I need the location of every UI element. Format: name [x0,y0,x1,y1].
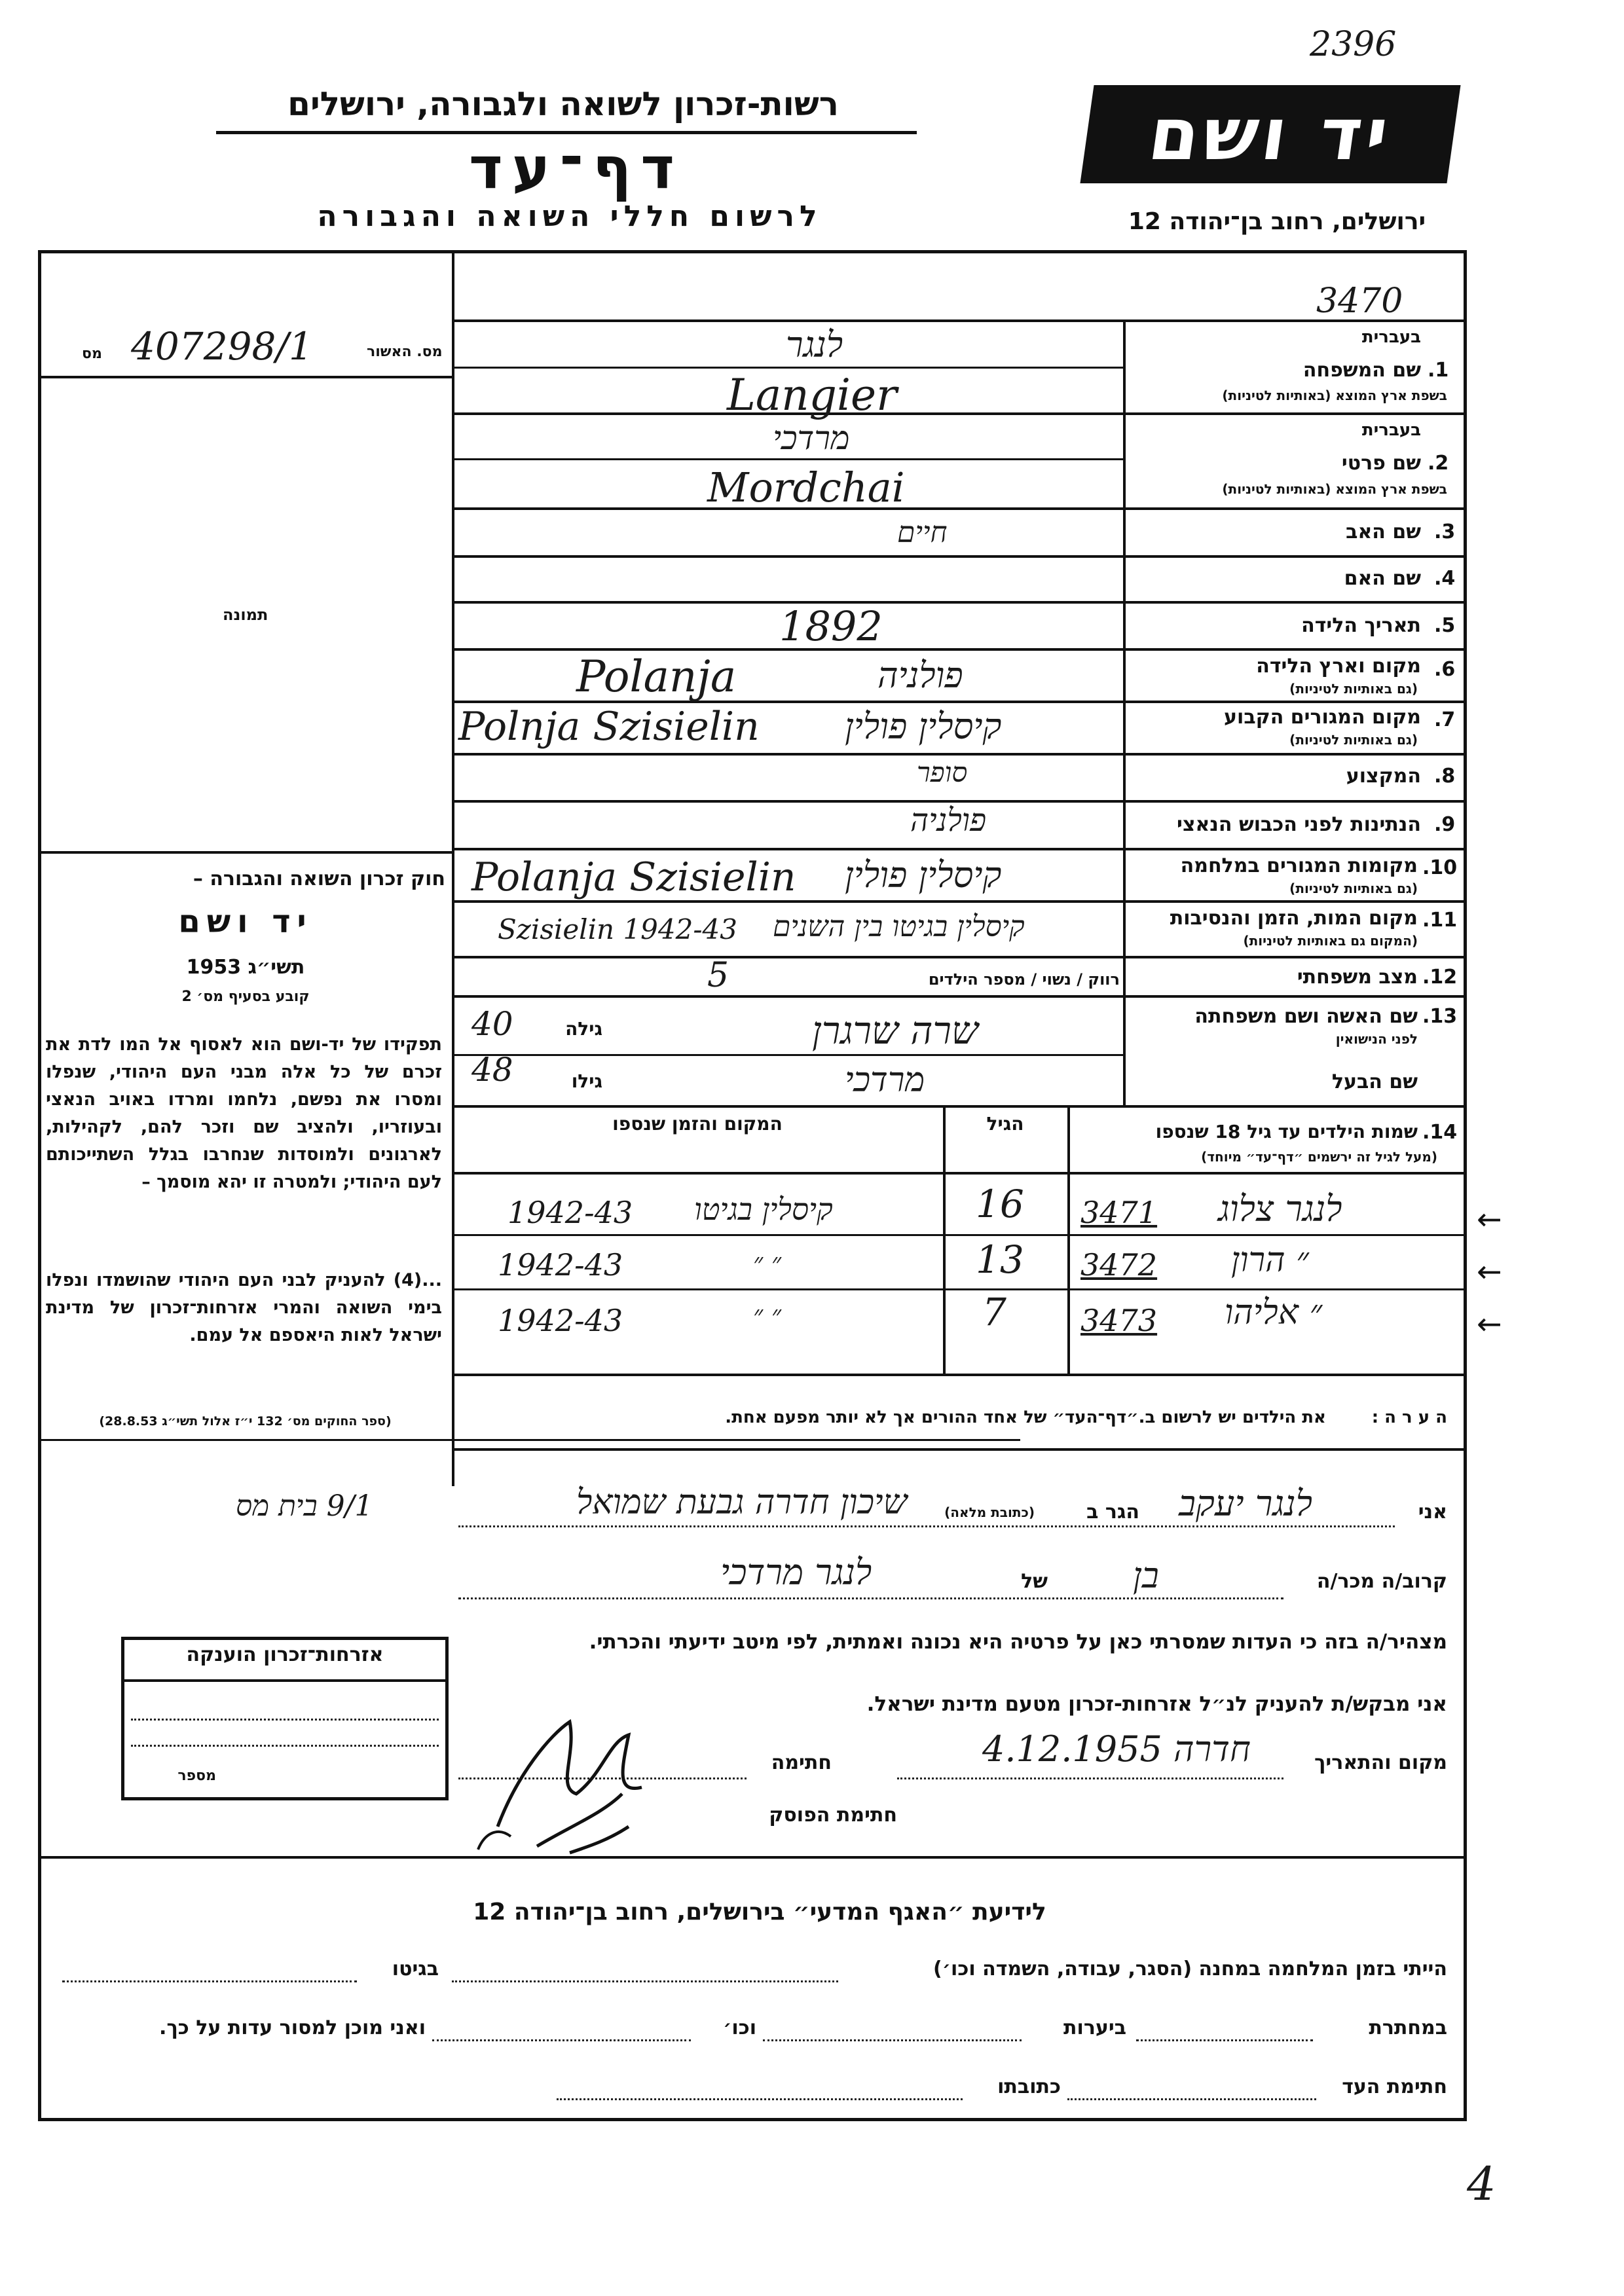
field-6-value-lat: Polanja [576,651,737,702]
bottom-line2d: ואני מוכן למסור עדות על כך. [159,2016,426,2039]
children-sub: (מעל לגיל זה ירשמים ״דף־עד״ מיוחד) [1201,1149,1437,1165]
field-7-sub: (גם באותיות לטיניות) [1289,732,1418,748]
collector-signature-label: חתימת הפוסק [769,1804,897,1827]
law-year: תשי״ג 1953 [186,956,305,979]
field-13-num: 13. [1422,1005,1458,1028]
field-6-value-he: פולניה [877,655,963,696]
field-husband-label: שם הבעל [1331,1070,1418,1093]
field-6-num: 6. [1434,658,1456,681]
field-10-sub: (גם באותיות לטיניות) [1289,881,1418,896]
decl-signature-label: חתימה [771,1751,832,1774]
decl-ref: 9/1 בית מס [236,1489,373,1523]
row-11-end [452,956,1467,958]
bottom-line2c: וכו׳ [723,2016,756,2039]
children-table-end [452,1374,1467,1376]
decl-resident: הגר ב [1086,1501,1139,1523]
child-age: 13 [976,1237,1024,1282]
field-husband-age-label: גילו [571,1070,602,1092]
children-col-2 [943,1105,946,1374]
field-13-age-label: גילה [565,1018,602,1040]
field-13-value: שרה שרגרן [812,1008,978,1053]
label-column-divider [1123,319,1126,1105]
bottom-line3a-dots [1067,2098,1316,2100]
row-12-end [452,995,1467,998]
citizenship-title-line [121,1679,449,1682]
field-2-value-he: מרדכי [773,419,850,457]
child-name: לנגר צלוג [1218,1188,1342,1230]
bottom-line2b-dots [763,2039,1022,2041]
bottom-line1b: בגיטו [392,1958,439,1980]
child-id: 3471 [1080,1195,1158,1230]
field-4-num: 4. [1434,567,1456,590]
bottom-divider [38,1856,1467,1859]
field-husband-value: מרדכי [845,1061,925,1100]
bottom-line2a: במחתרת [1369,2016,1447,2039]
note-label: ה ע ר ה : [1371,1408,1447,1427]
child-age: 16 [976,1182,1024,1226]
field-11-value-lat: Szisielin 1942-43 [498,913,737,945]
child-year: 1942-43 [498,1303,623,1338]
field-10-num: 10. [1422,856,1458,879]
field-husband-age-value: 48 [471,1051,513,1089]
header-address: ירושלים, רחוב בן־יהודה 12 [1128,208,1426,235]
row-1-mid [452,367,1123,369]
field-13-sub: לפני הנישואין [1335,1031,1418,1047]
field-13-label: שם האשה ושם משפחתה [1194,1005,1418,1028]
bottom-line2b: ביערות [1063,2016,1126,2039]
bottom-line2a-dots [1136,2039,1313,2041]
handwritten-signature [458,1696,733,1859]
photo-label: תמונה [223,606,268,624]
note-end-line [452,1448,1467,1451]
field-9-label: הנתינות לפני הכבוש הנאצי [1177,813,1421,836]
form-title: דף־עד [469,134,684,202]
field-1-label: שם המשפחה [1302,359,1421,382]
law-bottom-line [38,1439,1020,1441]
field-11-num: 11. [1422,909,1458,932]
field-12-num: 12. [1422,966,1458,989]
citizenship-number-label: מספר [177,1768,216,1784]
decl-date-line [897,1777,1283,1779]
field-7-num: 7. [1434,708,1456,731]
bottom-line1b-dots [62,1980,357,1982]
decl-relative: קרוב/ה מכר/ה [1316,1570,1447,1593]
field-13-age-value: 40 [471,1005,513,1043]
field-12-label: מצב משפחתי [1297,966,1418,989]
child-row-2-line [452,1288,1467,1290]
field-1-value-lat: Langier [727,370,897,420]
children-header-end [452,1172,1467,1175]
field-10-value-lat: Polanja Szisielin [471,854,796,900]
decl-declare: מצהיר/ה בזה כי העדות שמסרתי כאן על פרטיה היא נכונה ואמתית, לפי מיטב ידיעתי והכרתי. [589,1630,1447,1654]
child-id: 3473 [1080,1303,1158,1338]
field-10-label: מקומות המגורים במלחמה [1180,854,1418,877]
field-2-sub: בשפת ארץ המוצא (באותיות לטיניות) [1222,481,1447,497]
child-row-1-line [452,1234,1467,1236]
bottom-line2c-dots [432,2039,691,2041]
row-9-end [452,848,1467,850]
field-2-num: 2. [1428,452,1449,475]
approval-label: מס. האשור [367,344,443,360]
row-7-end [452,753,1467,756]
child-year: 1942-43 [507,1195,633,1230]
decl-of-line [458,1597,1283,1599]
field-6-sub: (גם באותיות לטיניות) [1289,681,1418,697]
field-12-value: 5 [707,956,729,995]
row-3-end [452,555,1467,558]
field-7-value-he: קיסלין פולין [845,706,1002,747]
form-number: 3470 [1316,282,1403,321]
field-2-tag: בעברית [1361,420,1421,440]
field-10-value-he: קיסלין פולין [845,854,1002,896]
arrow-icon: ← [1477,1254,1502,1289]
decl-name-line [458,1525,1395,1527]
decl-request: אני מבקש/ת להעניק לנ״ל אזרחות-זכרון מטעם מדינת ישראל. [866,1692,1447,1716]
page-number: 4 [1467,2157,1496,2211]
bottom-line1-dots [452,1980,838,1982]
bottom-line3b: כתובתו [997,2075,1061,2098]
field-2-label: שם פרטי [1341,452,1421,475]
children-col-age: הגיל [986,1113,1024,1135]
field-1-num: 1. [1428,359,1449,382]
field-1-value-he: לנגר [786,324,843,365]
field-3-label: שם האב [1346,520,1421,543]
decl-name: לנגר יעקב [1179,1483,1312,1524]
field-6-label: מקום וארץ הלידה [1256,655,1421,678]
decl-addr-hint: (כתובת מלאה) [944,1504,1035,1520]
row-husband-end [452,1105,1467,1108]
row-2-end [452,507,1467,510]
field-7-label: מקום המגורים הקבוע [1224,706,1421,729]
field-3-num: 3. [1434,520,1456,543]
child-name: ״ אליהו [1225,1293,1323,1332]
children-col-place: המקום והזמן שנספו [612,1113,783,1135]
law-title: חוק זכרון השואה והגבורה – [193,867,445,890]
logo-text: יד ושם [1143,92,1397,176]
law-source: (ספר החוקים מס׳ 132 י״ז אלול תשי״ג 28.8.53) [99,1414,392,1429]
child-place: קיסלין בגיטו [694,1192,833,1227]
field-4-label: שם האם [1344,567,1421,590]
org-line: רשות-זכרון לשואה ולגבורה, ירושלים [287,85,839,123]
yad-vashem-logo [1080,85,1460,183]
field-11-value-he: קיסלין בגיטו בין השנים [773,910,1025,943]
row-13-mid [452,1054,1123,1056]
approval-value: 407298/1 [131,324,313,369]
decl-place-date-value: 4.12.1955 חדרה [982,1728,1251,1770]
child-age: 7 [982,1290,1006,1334]
children-title: שמות הילדים עד גיל 18 שנספו [1155,1121,1418,1142]
field-5-value: 1892 [779,602,883,650]
bottom-title: לידיעת ״האגף המדעי״ בירושלים, רחוב בן־יהודה 12 [473,1899,1046,1925]
row-2-mid [452,458,1123,460]
row-10-end [452,900,1467,903]
child-place: ״ ״ [753,1300,782,1330]
top-row-line [452,319,1467,322]
decl-of: של [1021,1570,1048,1593]
approval-suffix: מס [82,346,102,362]
left-column-divider [452,250,454,1486]
arrow-icon: ← [1477,1201,1502,1237]
law-text: תפקידו של יד-ושם הוא לאסוף אל המו לדת את זכרם של כל אלה מבני העם היהודי, שנפלו ומסרו את נפשם, נלחמו ומרדו באויב הנאצי ובעוזריו, ולהציב שם וזכר להם, לקהילות, לארגונים ולמוסדות שנחרבו בגלל השתייכותם לעם היהודי; ולמטרה זו יהא מוסמך – [46,1034,442,1192]
law-clause: קובע בסעיף מס׳ 2 [181,989,310,1005]
law-text-2: ...(4) להעניק לבני העם היהודי שהושמדו ונפלו בימי השואה והמרי אזרחות־זכרון של מדינת ישראל לאות היאספם אל עמם. [46,1270,442,1345]
field-7-value-lat: Polnja Szisielin [458,704,760,750]
bottom-line1: הייתי בזמן המלחמה במחנה (הסגר, עבודה, השמדה וכו׳) [933,1958,1447,1980]
row-1-end [452,412,1467,415]
field-9-num: 9. [1434,813,1456,836]
form-subtitle: לרשום חללי השואה והגבורה [317,200,822,233]
corner-number: 2396 [1310,25,1397,64]
row-4-end [452,601,1467,604]
field-2-value-lat: Mordchai [707,464,905,511]
decl-relation: בן [1133,1555,1159,1596]
bottom-line3a: חתימת העד [1342,2075,1447,2098]
citizenship-line-2 [131,1745,439,1747]
arrow-icon: ← [1477,1306,1502,1341]
law-name: יד ושם [178,903,313,940]
citizenship-line-1 [131,1719,439,1721]
field-3-value: חיים [897,516,948,549]
field-9-value: פולניה [910,802,987,839]
child-name: ״ הרון [1231,1241,1309,1280]
field-1-sub: בשפת ארץ המוצא (באותיות לטיניות) [1222,388,1447,403]
decl-address: שיכון חדרה גבעת שמואל [576,1483,908,1522]
children-num: 14. [1422,1121,1458,1144]
row-5-end [452,648,1467,651]
note-text: את הילדים יש לרשום ב.״דף־העד״ של אחד ההורים אך לא יותר מפעם אחת. [725,1408,1326,1427]
field-8-num: 8. [1434,765,1456,788]
field-12-sub: רווק / נשוי / מספר הילדים [928,970,1120,989]
photo-bottom-line [38,851,452,854]
child-place: ״ ״ [753,1248,782,1278]
field-5-num: 5. [1434,614,1456,637]
citizenship-title: אזרחות־זכרון הוענקה [186,1643,384,1666]
field-5-label: תאריך הלידה [1301,614,1421,637]
field-11-sub: (המקום גם באותיות לטיניות) [1243,933,1418,949]
field-1-tag: בעברית [1361,327,1421,347]
field-8-label: המקצוע [1346,765,1421,788]
decl-place-date: מקום והתאריך [1314,1751,1447,1774]
child-year: 1942-43 [498,1247,623,1283]
children-col-1 [1067,1105,1070,1374]
decl-of-name: לנגר מרדכי [720,1552,872,1593]
bottom-line3b-dots [557,2098,963,2100]
field-11-label: מקום המות, הזמן והנסיבות [1170,907,1418,930]
field-8-value: סופר [917,756,968,788]
decl-ani: אני [1418,1501,1447,1523]
child-id: 3472 [1080,1247,1158,1283]
